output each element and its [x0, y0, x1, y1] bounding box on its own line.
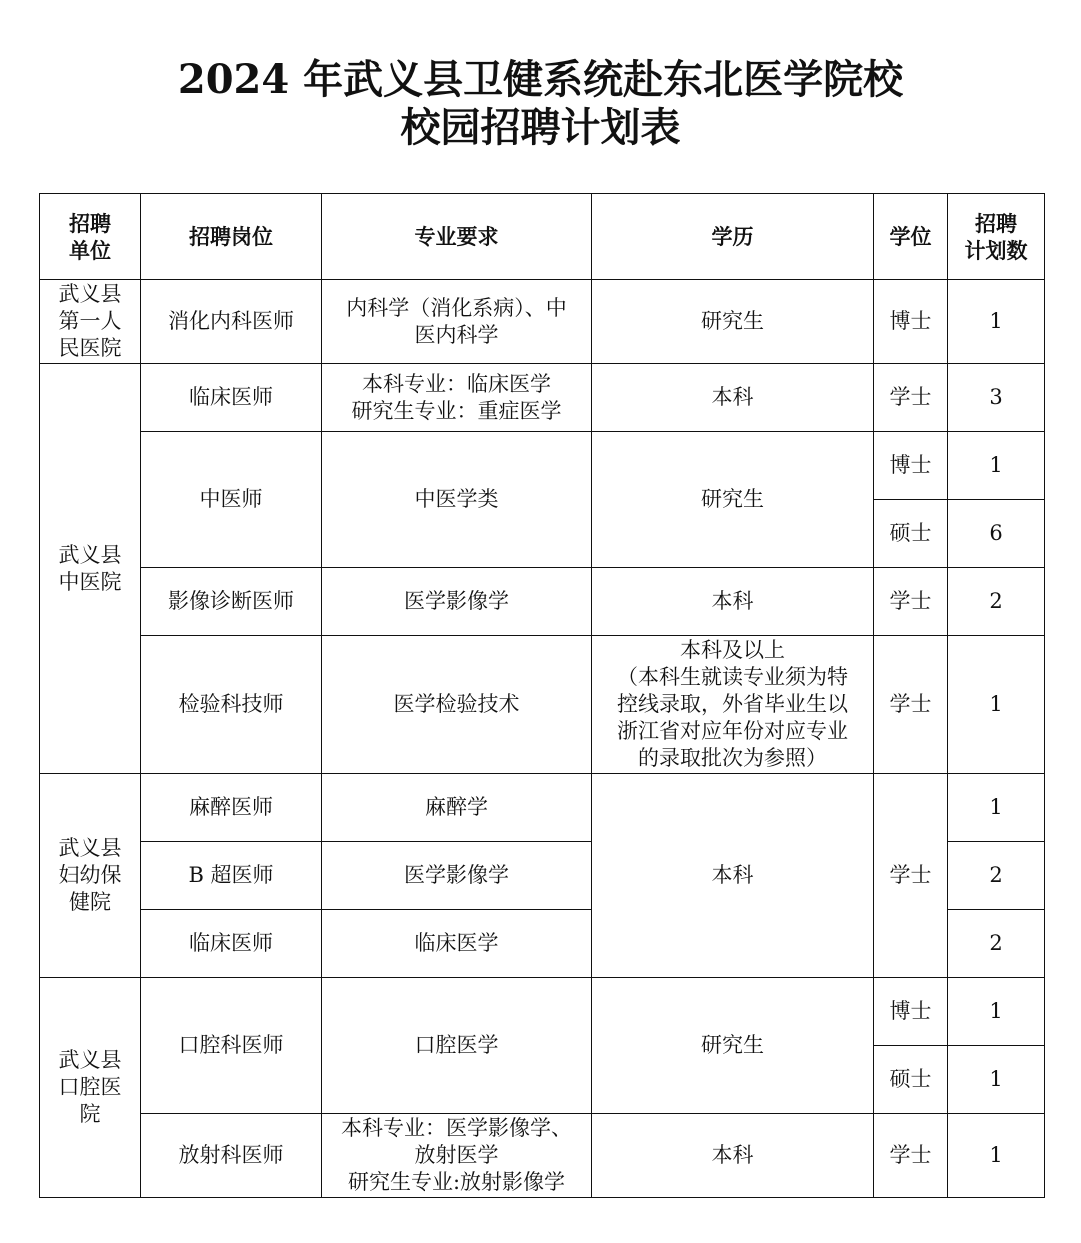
education-cell: 研究生 [592, 280, 874, 364]
degree-cell: 学士 [874, 364, 948, 432]
major-cell: 本科专业：医学影像学、 放射医学 研究生专业:放射影像学 [322, 1114, 592, 1198]
degree-cell: 博士 [874, 432, 948, 500]
count-cell: 3 [948, 364, 1045, 432]
position-cell: 临床医师 [141, 364, 322, 432]
table-row [40, 568, 1045, 636]
header-major: 专业要求 [322, 194, 592, 280]
degree-cell: 硕士 [874, 500, 948, 568]
header-unit: 招聘 单位 [40, 194, 141, 280]
degree-cell: 博士 [874, 978, 948, 1046]
education-cell: 本科及以上 （本科生就读专业须为特 控线录取，外省毕业生以 浙江省对应年份对应专业 的录取批次为参照） [592, 636, 874, 774]
recruitment-plan-table [39, 193, 1045, 1198]
unit-cell: 武义县 第一人 民医院 [40, 280, 141, 364]
count-cell: 1 [948, 636, 1045, 774]
degree-cell: 学士 [874, 568, 948, 636]
count-cell: 1 [948, 1114, 1045, 1198]
major-cell: 医学检验技术 [322, 636, 592, 774]
header-degree: 学位 [874, 194, 948, 280]
position-cell: B 超医师 [141, 842, 322, 910]
count-cell: 1 [948, 432, 1045, 500]
header-row [40, 194, 1045, 280]
major-cell: 口腔医学 [322, 978, 592, 1114]
header-education: 学历 [592, 194, 874, 280]
position-cell: 消化内科医师 [141, 280, 322, 364]
count-cell: 6 [948, 500, 1045, 568]
education-cell: 本科 [592, 774, 874, 978]
unit-cell: 武义县 中医院 [40, 364, 141, 774]
education-cell: 本科 [592, 1114, 874, 1198]
count-cell: 1 [948, 978, 1045, 1046]
count-cell: 1 [948, 774, 1045, 842]
position-cell: 检验科技师 [141, 636, 322, 774]
count-cell: 1 [948, 1046, 1045, 1114]
count-cell: 2 [948, 568, 1045, 636]
document-title-line-1: 2024 年武义县卫健系统赴东北医学院校 [177, 56, 904, 103]
major-cell: 本科专业：临床医学 研究生专业：重症医学 [322, 364, 592, 432]
table-row [40, 978, 1045, 1046]
table-row [40, 774, 1045, 842]
education-cell: 本科 [592, 568, 874, 636]
degree-cell: 学士 [874, 1114, 948, 1198]
position-cell: 口腔科医师 [141, 978, 322, 1114]
degree-cell: 博士 [874, 280, 948, 364]
header-position: 招聘岗位 [141, 194, 322, 280]
major-cell: 中医学类 [322, 432, 592, 568]
education-cell: 本科 [592, 364, 874, 432]
education-cell: 研究生 [592, 432, 874, 568]
unit-cell: 武义县 口腔医 院 [40, 978, 141, 1198]
position-cell: 放射科医师 [141, 1114, 322, 1198]
position-cell: 麻醉医师 [141, 774, 322, 842]
major-cell: 麻醉学 [322, 774, 592, 842]
degree-cell: 学士 [874, 636, 948, 774]
education-cell: 研究生 [592, 978, 874, 1114]
table-row [40, 280, 1045, 364]
count-cell: 1 [948, 280, 1045, 364]
table-row [40, 364, 1045, 432]
position-cell: 临床医师 [141, 910, 322, 978]
major-cell: 医学影像学 [322, 842, 592, 910]
unit-cell: 武义县 妇幼保 健院 [40, 774, 141, 978]
degree-cell: 硕士 [874, 1046, 948, 1114]
position-cell: 中医师 [141, 432, 322, 568]
major-cell: 临床医学 [322, 910, 592, 978]
count-cell: 2 [948, 842, 1045, 910]
major-cell: 内科学（消化系病）、中 医内科学 [322, 280, 592, 364]
table-row [40, 432, 1045, 500]
count-cell: 2 [948, 910, 1045, 978]
document-title-line-2: 校园招聘计划表 [400, 104, 681, 151]
major-cell: 医学影像学 [322, 568, 592, 636]
header-count: 招聘 计划数 [948, 194, 1045, 280]
table-row [40, 636, 1045, 774]
degree-cell: 学士 [874, 774, 948, 978]
table-row [40, 1114, 1045, 1198]
position-cell: 影像诊断医师 [141, 568, 322, 636]
